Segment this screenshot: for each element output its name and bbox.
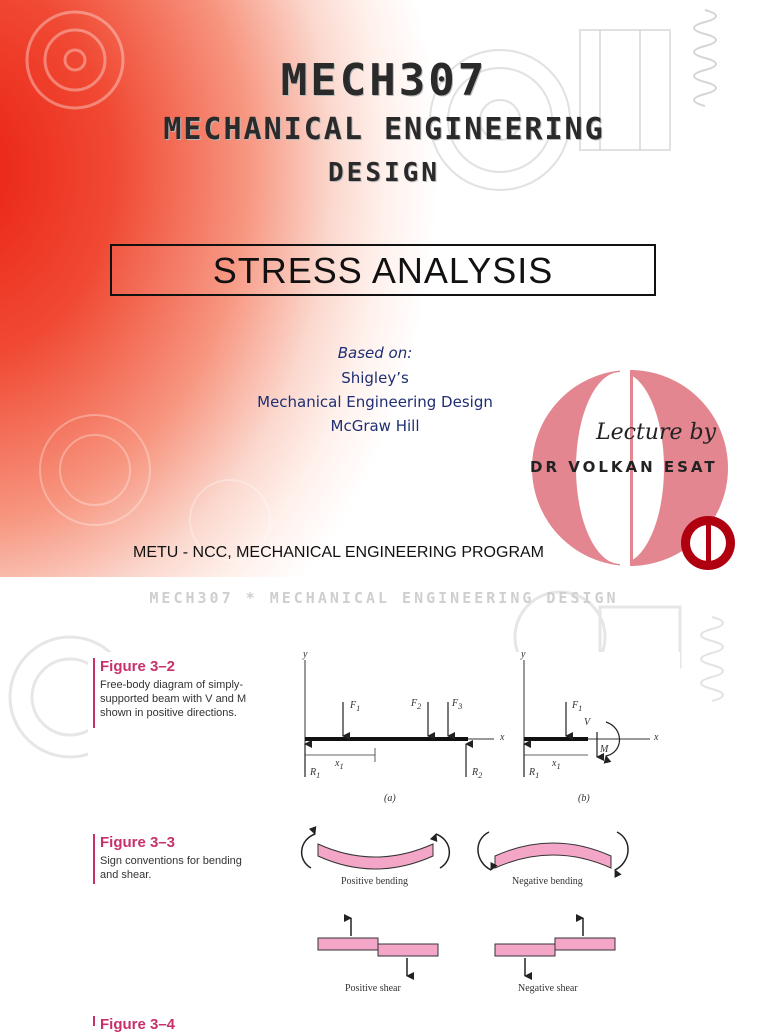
label-x1-a: $x_1$ (335, 758, 344, 771)
shear-right-negative (555, 938, 615, 950)
figure-panel (88, 649, 680, 1033)
shear-left-positive (318, 938, 378, 950)
publisher: McGraw Hill (330, 417, 420, 435)
figure-3-2-number: Figure 3–2 (100, 658, 176, 675)
figure-accent-bar (93, 1016, 95, 1026)
figure-accent-bar (93, 834, 95, 884)
label-x-b: x (654, 732, 659, 743)
label-x-a: x (500, 732, 505, 743)
sign-convention-diagram (293, 830, 638, 1008)
label-v-b: V (584, 717, 591, 728)
subject-box (110, 244, 656, 296)
book-title: Mechanical Engineering Design (257, 393, 493, 411)
shear-left-negative (495, 944, 555, 956)
label-r1-b: $R_1$ (529, 767, 540, 780)
moment-arrow-left-negative (478, 832, 491, 870)
label-x1-b: $x_1$ (552, 758, 561, 771)
figure-3-4-number: Figure 3–4 (100, 1016, 176, 1033)
slide-header: MECH307 * MECHANICAL ENGINEERING DESIGN (149, 589, 619, 607)
course-name-line1: MECHANICAL ENGINEERING (163, 112, 605, 147)
moment-arrow-right-positive (436, 834, 449, 868)
label-r2-a: $R_2$ (472, 767, 483, 780)
metu-logo-icon (674, 514, 742, 572)
label-positive-bending: Positive bending (341, 876, 408, 887)
label-negative-shear: Negative shear (518, 983, 578, 994)
label-negative-bending: Negative bending (512, 876, 583, 887)
lecture-by-label: Lecture by (596, 420, 717, 445)
beam-negative-bending (495, 843, 611, 868)
label-f3-a: $F_3$ (452, 698, 463, 711)
label-f1-a: $F_1$ (350, 700, 361, 713)
figure-3-2-caption: Free-body diagram of simply-supported beam with V and M shown in positive directions. (100, 679, 247, 719)
lecturer-name: DR VOLKAN ESAT (530, 458, 718, 476)
beam-diagram (288, 652, 680, 802)
label-f1-b: $F_1$ (572, 700, 583, 713)
label-y-b: y (521, 649, 526, 660)
course-name-line2: DESIGN (328, 158, 440, 188)
book-author: Shigley’s (341, 369, 409, 387)
label-f2-a: $F_2$ (411, 698, 422, 711)
figure-3-3-number: Figure 3–3 (100, 834, 176, 851)
label-part-b: (b) (578, 793, 590, 804)
label-positive-shear: Positive shear (345, 983, 401, 994)
moment-arrow-left-positive (302, 834, 315, 868)
figure-accent-bar (93, 658, 95, 728)
course-code: MECH307 (280, 55, 488, 106)
beam-positive-bending (318, 844, 433, 869)
based-on-label: Based on: (337, 344, 413, 362)
figure-3-3-caption: Sign conventions for bending and shear. (100, 855, 242, 881)
content-slide (0, 577, 768, 1033)
label-r1-a: $R_1$ (310, 767, 321, 780)
label-m-b: M (600, 744, 609, 755)
label-y-a: y (303, 649, 308, 660)
moment-arrow-right-negative (615, 832, 628, 870)
program-footer: METU - NCC, MECHANICAL ENGINEERING PROGRAM (133, 544, 544, 561)
subject-title: STRESS ANALYSIS (212, 250, 554, 291)
shear-right-positive (378, 944, 438, 956)
label-part-a: (a) (384, 793, 396, 804)
